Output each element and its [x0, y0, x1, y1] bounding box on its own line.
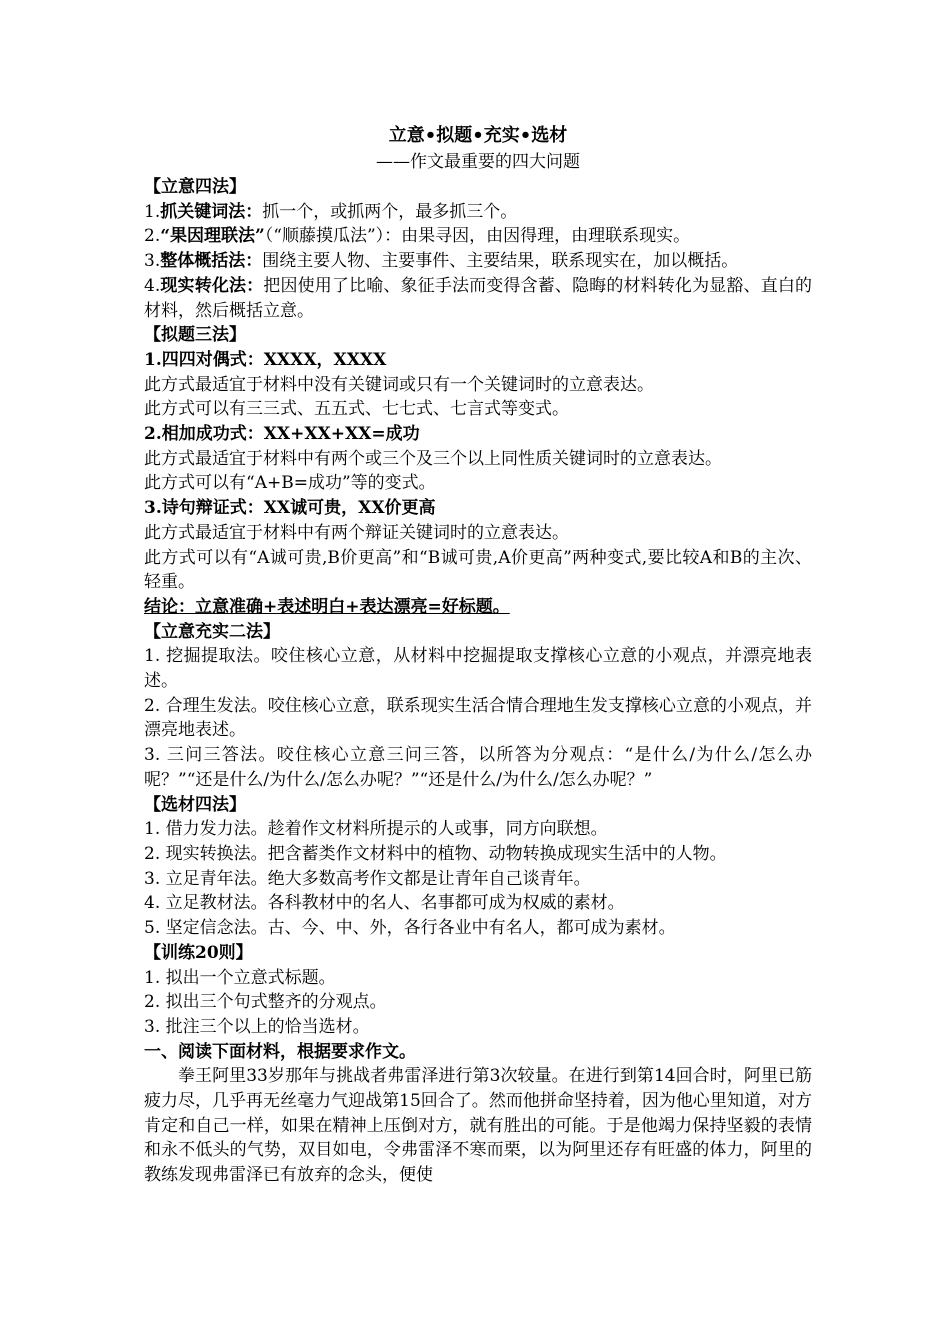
method-text: 此方式最适宜于材料中有两个或三个及三个以上同性质关键词时的立意表达。 [144, 448, 722, 469]
list-item: 1. 拟出一个立意式标题。 [144, 967, 336, 988]
method-heading: 3.诗句辩证式：XX诚可贵，XX价更高 [144, 498, 436, 519]
list-item: 2. 合理生发法。咬住核心立意，联系现实生活合情合理地生发支撑核心立意的小观点，并漂亮地表述。 [144, 695, 812, 741]
section-heading-reading: 一、阅读下面材料，根据要求作文。 [144, 1041, 416, 1062]
section-heading-niti: 【拟题三法】 [144, 325, 246, 346]
section-heading-xuancai: 【选材四法】 [144, 794, 246, 815]
conclusion-text: 结论：立意准确+表述明白+表达漂亮=好标题。 [144, 596, 510, 617]
reading-paragraph: 拳王阿里33岁那年与挑战者弗雷泽进行第3次较量。在进行到第14回合时，阿里已筋疲力尽，几乎再无丝毫力气迎战第15回合了。然而他拼命坚持着，因为他心里知道，对方肯定和自己一样，如果在精神上压倒对方，就有胜出的可能。于是他竭力保持坚毅的表情和永不低头的气势，双目如电，令弗雷泽不寒而栗，以为阿里还存有旺盛的体力，阿里的教练发现弗雷泽已有放弃的念头，便使 [144, 1066, 812, 1186]
list-item: 2. 现实转换法。把含蓄类作文材料中的植物、动物转换成现实生活中的人物。 [144, 843, 727, 864]
method-text: 此方式可以有“A+B=成功”等的变式。 [144, 473, 436, 494]
page-subtitle: ——作文最重要的四大问题 [376, 152, 580, 172]
list-item: 3. 批注三个以上的恰当选材。 [144, 1016, 370, 1037]
method-text: 此方式可以有“A诚可贵,B价更高”和“B诚可贵,A价更高”两种变式,要比较A和B的主次、轻重。 [144, 547, 812, 593]
list-item: 5. 坚定信念法。古、今、中、外，各行各业中有名人，都可成为素材。 [144, 918, 676, 939]
list-item: 3. 立足青年法。绝大多数高考作文都是让青年自己谈青年。 [144, 868, 591, 889]
section-heading-lizhi: 【立意四法】 [144, 177, 246, 197]
list-item: 3. 三问三答法。咬住核心立意三问三答，以所答为分观点：“是什么/为什么/怎么办呢？”“还是什么/为什么/怎么办呢？”“还是什么/为什么/怎么办呢？” [144, 745, 812, 790]
list-item: 2. 拟出三个句式整齐的分观点。 [144, 992, 387, 1013]
method-text: 此方式最适宜于材料中没有关键词或只有一个关键词时的立意表达。 [144, 374, 654, 395]
section-heading-xunlian: 【训练20则】 [144, 942, 253, 963]
list-item: 1. 借力发力法。趁着作文材料所提示的人或事，同方向联想。 [144, 819, 608, 840]
list-item: 4.现实转化法：把因使用了比喻、象征手法而变得含蓄、隐晦的材料转化为显豁、直白的材料，然后概括立意。 [144, 275, 812, 321]
list-item: 1.抓关键词法：抓一个，或抓两个，最多抓三个。 [144, 201, 518, 222]
section-heading-chongshi: 【立意充实二法】 [144, 621, 280, 642]
method-text: 此方式可以有三三式、五五式、七七式、七言式等变式。 [144, 399, 569, 420]
page-title: 立意•拟题•充实•选材 [388, 125, 568, 146]
list-item: 3.整体概括法：围绕主要人物、主要事件、主要结果，联系现实在，加以概括。 [144, 251, 739, 272]
method-text: 此方式最适宜于材料中有两个辩证关键词时的立意表达。 [144, 522, 569, 543]
list-item: 4. 立足教材法。各科教材中的名人、名事都可成为权威的素材。 [144, 893, 625, 914]
list-item: 1. 挖掘提取法。咬住核心立意，从材料中挖掘提取支撑核心立意的小观点，并漂亮地表述。 [144, 646, 812, 692]
list-item: 2.“果因理联法”（“顺藤摸瓜法”）：由果寻因，由因得理，由理联系现实。 [144, 226, 691, 247]
method-heading: 1.四四对偶式：XXXX，XXXX [144, 349, 387, 370]
method-heading: 2.相加成功式：XX+XX+XX=成功 [144, 424, 420, 445]
document-page [144, 118, 812, 1188]
